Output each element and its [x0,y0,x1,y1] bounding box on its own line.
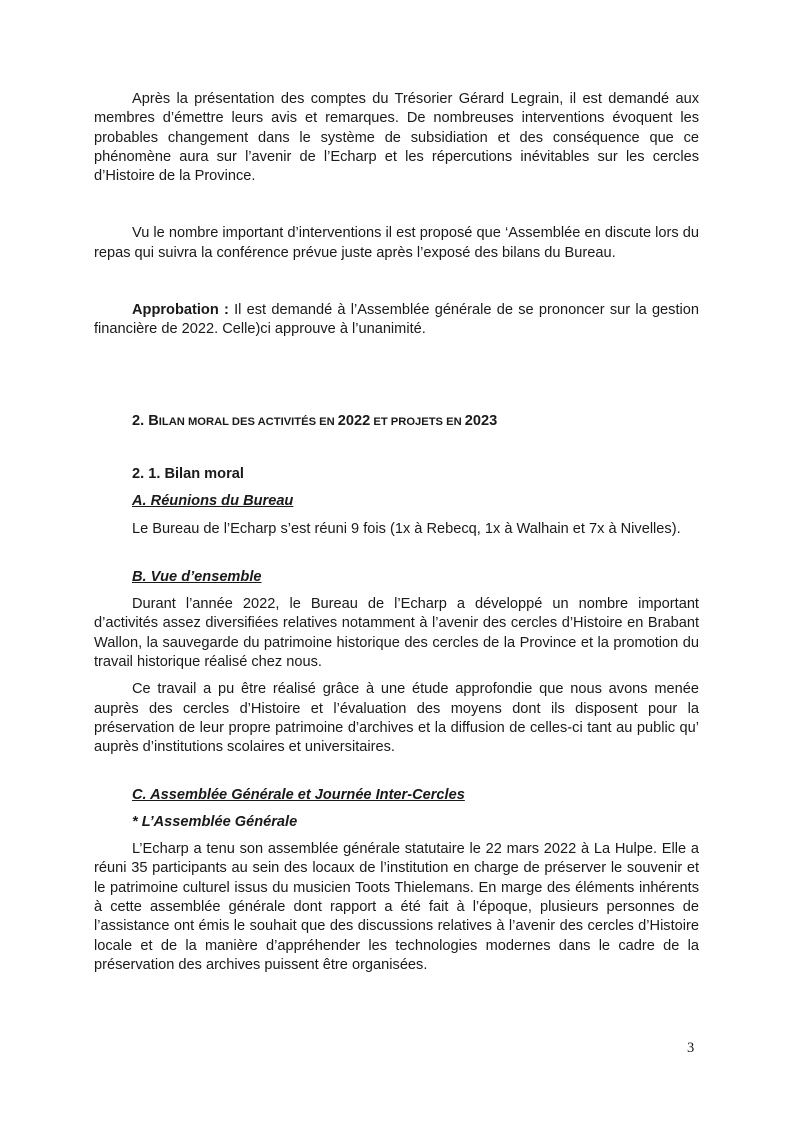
paragraph-interventions: Vu le nombre important d’interventions il est proposé que ‘Assemblée en discute lors du repas qui suivra la conférence prévue juste après l’exposé des bilans du Bureau. [94,225,699,261]
section-2-1-heading: 2. 1. Bilan moral [132,465,244,482]
paragraph-b-1: Durant l’année 2022, le Bureau de l’Echarp a développé un nombre important d’activités assez diversifiées relatives notamment à l’avenir des cercles d’Histoire en Brabant Wallon, la sauvegarde du patrimoine historique des cercles de la Province et la promotion du travail historique réalisé chez nous. [94,596,699,671]
paragraph-accounts: Après la présentation des comptes du Trésorier Gérard Legrain, il est demandé aux membres d’émettre leurs avis et remarques. De nombreuses interventions évoquent les probables changement dans le système de subsidiation et des conséquence que ce phénomène aura sur l’avenir de l’Echarp et les répercutions inévitables sur les cercles d’Histoire de la Province. [94,91,699,185]
paragraph-c: L’Echarp a tenu son assemblée générale statutaire le 22 mars 2022 à La Hulpe. Elle a réuni 35 participants au sein des locaux de l’institution en charge de préserver le souvenir et le patrimoine culturel issus du musicien Toots Thielemans. En marge des éléments inhérents à cette assemblée générale dont rapport a été fait à l’époque, plusieurs personnes de l’assistance ont émis le souhait que des discussions relatives à l’avenir des cercles d’Histoire locale et de la manière d’appréhender les technologies modernes dans le cadre de la préservation des archives puissent être organisées. [94,841,699,973]
heading-c: C. Assemblée Générale et Journée Inter-Cercles [132,786,465,803]
page-number: 3 [687,1040,695,1056]
paragraph-b-2: Ce travail a pu être réalisé grâce à une étude approfondie que nous avons menée auprès des cercles d’Histoire et l’évaluation des moyens dont ils disposent pour la préservation de leur propre patrimoine d’archives et la diffusion de celles-ci tant au public qu’ auprès d’institutions scolaires et universitaires. [94,681,699,756]
paragraph-approval [94,301,699,340]
subheading-assemblee: * L’Assemblée Générale [132,813,298,830]
heading-b: B. Vue d’ensemble [132,568,262,585]
section-2-heading: 2. BILAN MORAL DES ACTIVITÉS EN 2022 ET PROJETS EN 2023 [132,412,498,429]
document-page [94,90,699,975]
approval-label: Approbation : [132,302,229,319]
heading-a: A. Réunions du Bureau [132,493,294,510]
paragraph-a: Le Bureau de l’Echarp s’est réuni 9 fois (1x à Rebecq, 1x à Walhain et 7x à Nivelles). [132,520,681,537]
approval-text: Il est demandé à l’Assemblée générale de se prononcer sur la gestion financière de 2022. Celle)ci approuve à l’unanimité. [94,302,699,338]
